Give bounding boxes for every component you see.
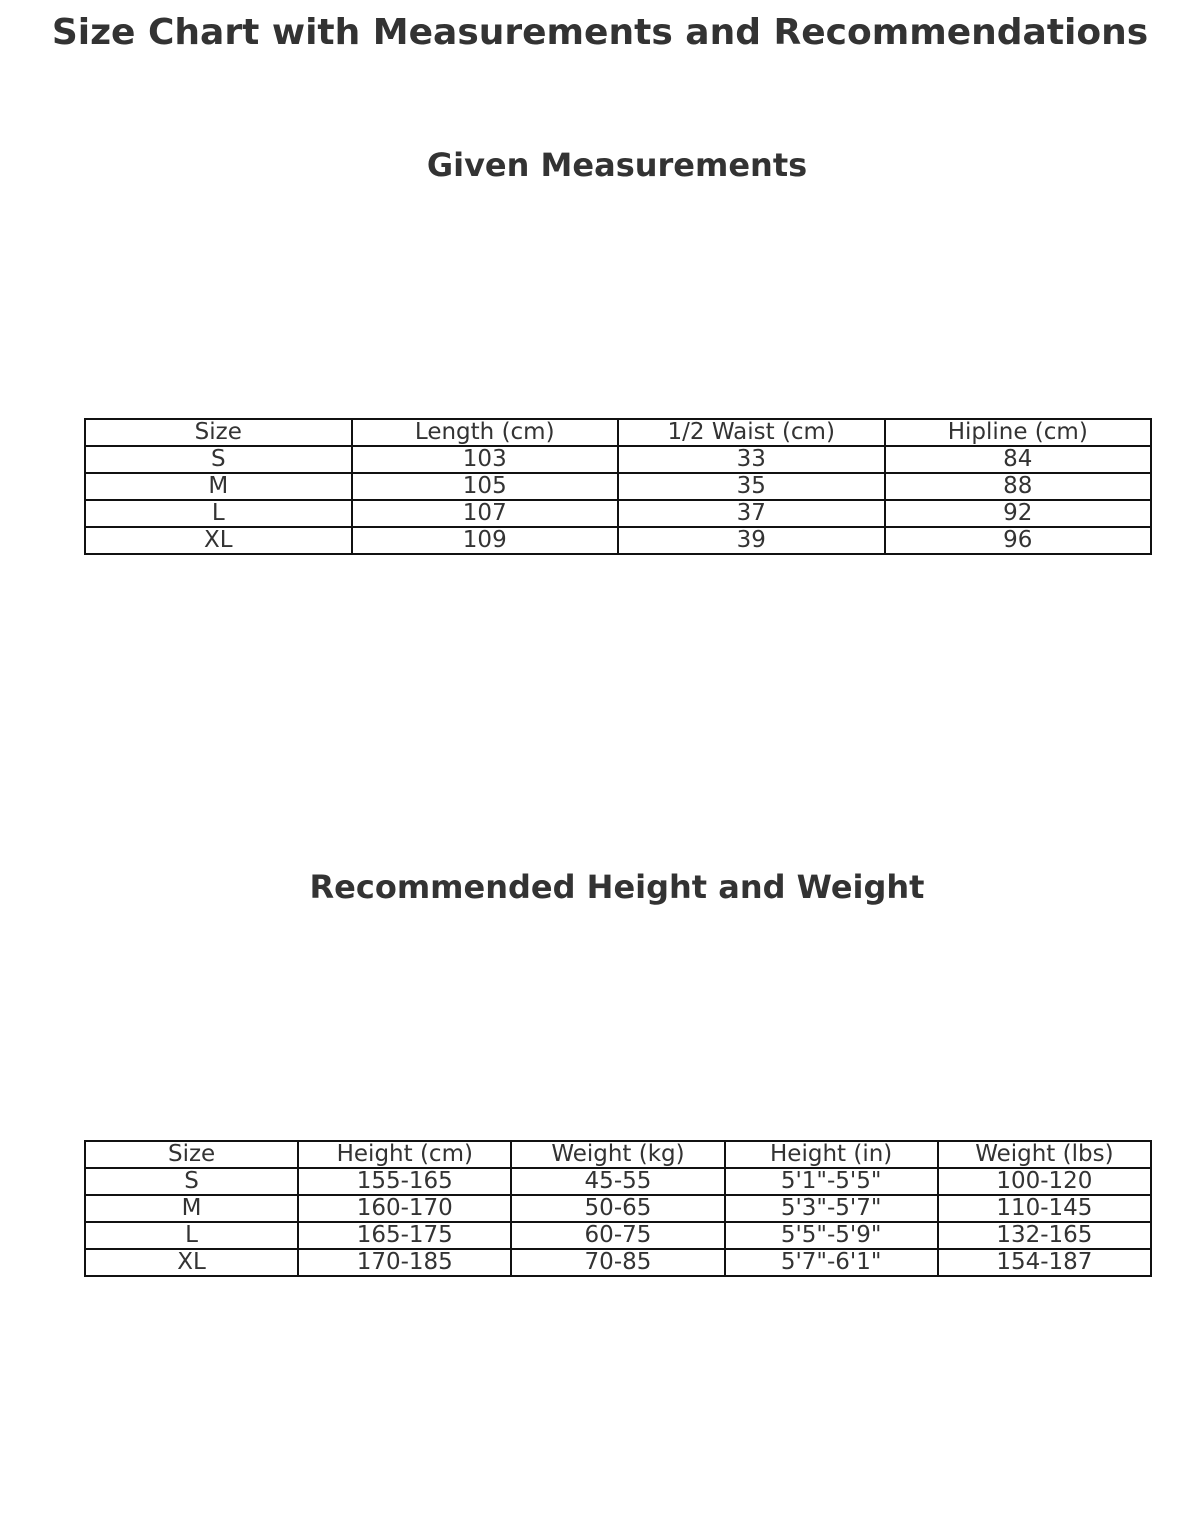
column-header: Size [85,419,352,446]
table-cell: L [85,1222,298,1249]
table-row [85,1222,1151,1249]
table-cell: 5'1"-5'5" [725,1168,938,1195]
table-cell: 84 [885,446,1152,473]
table-cell: 70-85 [511,1249,724,1276]
table-cell: 107 [352,500,619,527]
page-title: Size Chart with Measurements and Recommendations [51,12,1149,53]
table-row [85,500,1151,527]
table-cell: S [85,446,352,473]
recommended-height-weight-table [84,1140,1152,1277]
table-row [85,473,1151,500]
table-header-row [85,419,1151,446]
table-cell: 132-165 [938,1222,1151,1249]
table-cell: 103 [352,446,619,473]
given-measurements-title: Given Measurements [426,146,808,184]
table-row [85,1249,1151,1276]
table-cell: 88 [885,473,1152,500]
column-header: Height (cm) [298,1141,511,1168]
table-cell: M [85,1195,298,1222]
table-row [85,527,1151,554]
table-cell: 50-65 [511,1195,724,1222]
table-cell: 5'7"-6'1" [725,1249,938,1276]
table-cell: L [85,500,352,527]
column-header: Hipline (cm) [885,419,1152,446]
table-row [85,1195,1151,1222]
table-cell: 100-120 [938,1168,1151,1195]
table-cell: 154-187 [938,1249,1151,1276]
column-header: 1/2 Waist (cm) [618,419,885,446]
table-cell: 37 [618,500,885,527]
table-row [85,446,1151,473]
column-header: Height (in) [725,1141,938,1168]
column-header: Weight (kg) [511,1141,724,1168]
table-cell: S [85,1168,298,1195]
column-header: Weight (lbs) [938,1141,1151,1168]
column-header: Size [85,1141,298,1168]
table-row [85,1168,1151,1195]
table-cell: M [85,473,352,500]
table-cell: 35 [618,473,885,500]
given-measurements-table [84,418,1152,555]
table-cell: 5'5"-5'9" [725,1222,938,1249]
table-cell: 170-185 [298,1249,511,1276]
column-header: Length (cm) [352,419,619,446]
table-cell: 109 [352,527,619,554]
table-cell: 165-175 [298,1222,511,1249]
table-cell: 155-165 [298,1168,511,1195]
table-cell: XL [85,1249,298,1276]
table-cell: 39 [618,527,885,554]
table-cell: 45-55 [511,1168,724,1195]
table-cell: 96 [885,527,1152,554]
recommended-height-weight-title: Recommended Height and Weight [309,868,925,906]
table-cell: 92 [885,500,1152,527]
table-cell: 33 [618,446,885,473]
table-cell: XL [85,527,352,554]
table-cell: 160-170 [298,1195,511,1222]
table-cell: 60-75 [511,1222,724,1249]
table-cell: 5'3"-5'7" [725,1195,938,1222]
table-cell: 110-145 [938,1195,1151,1222]
table-header-row [85,1141,1151,1168]
table-cell: 105 [352,473,619,500]
